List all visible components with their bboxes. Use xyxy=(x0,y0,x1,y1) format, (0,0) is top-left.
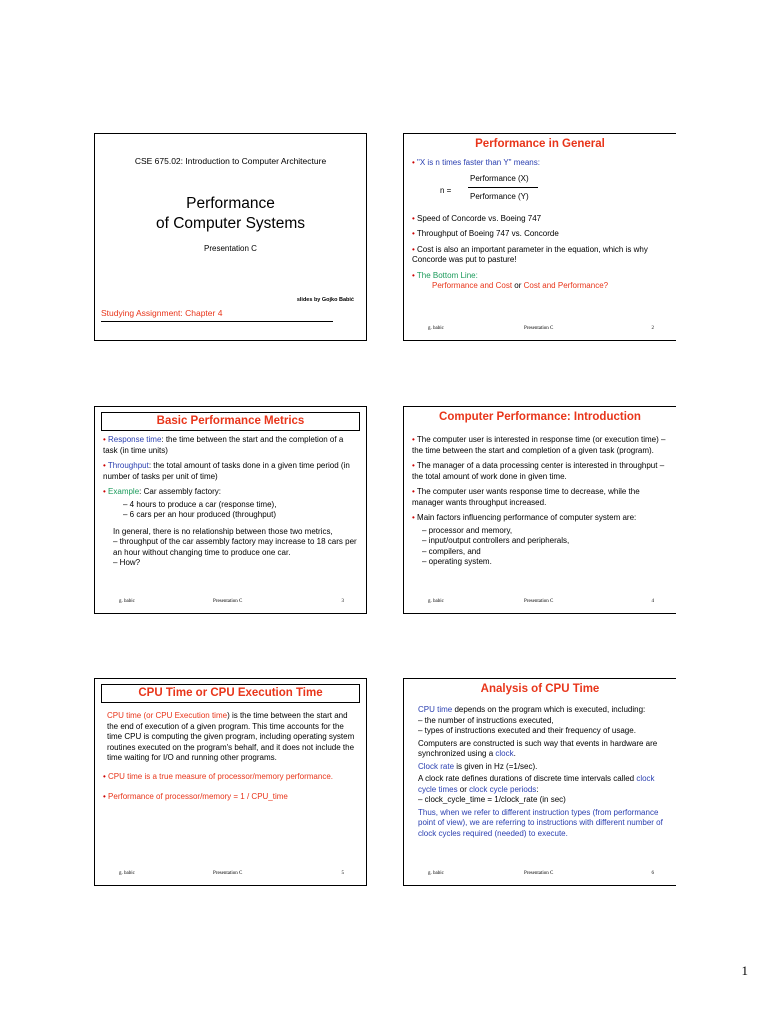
bottom-line-label: • The Bottom Line: xyxy=(412,271,670,282)
paragraph: Thus, when we refer to different instruction types (from performance point of view), we are referring to instructions with different number of clock cycles required (needed) to execute. xyxy=(418,807,663,838)
slide-title: Analysis of CPU Time xyxy=(480,683,600,695)
footer-slide-number: 3 xyxy=(341,599,344,604)
phrase: or xyxy=(457,784,470,794)
slide-footer xyxy=(95,871,366,879)
slide-body xyxy=(103,711,360,808)
slide-title: Basic Performance Metrics xyxy=(101,412,360,431)
term: Example xyxy=(108,487,140,496)
term: clock xyxy=(495,749,514,758)
paragraph xyxy=(103,711,360,764)
footer-slide-number: 4 xyxy=(651,599,654,604)
slide-footer xyxy=(404,599,676,607)
bullet: • "X is n times faster than Y" means: xyxy=(412,158,670,169)
slide-footer xyxy=(404,326,676,334)
phrase: Computers are constructed is such way that events in hardware are synchronized using a xyxy=(418,738,658,758)
slide-2 xyxy=(403,133,676,341)
paragraph xyxy=(418,774,670,795)
slide-title: CPU Time or CPU Execution Time xyxy=(101,684,360,703)
slide-body xyxy=(103,435,360,569)
slide-title: Performance in General xyxy=(475,138,605,150)
bullet xyxy=(103,487,360,498)
bullet: • The computer user wants response time to decrease, while the manager wants throughput increased. xyxy=(412,487,670,508)
sub-item: – the number of instructions executed, xyxy=(418,716,670,727)
bullet xyxy=(103,461,360,482)
sub-item: – input/output controllers and peripherals, xyxy=(412,536,670,547)
footer-slide-number: 6 xyxy=(651,871,654,876)
phrase: is given in Hz (=1/sec). xyxy=(454,761,538,771)
paragraph: In general, there is no relationship between those two metrics, xyxy=(113,526,333,536)
footer-presentation: Presentation C xyxy=(213,871,243,876)
term: Clock rate xyxy=(418,761,455,771)
bullet: • Main factors influencing performance of computer system are: xyxy=(412,513,670,524)
studying-assignment: Studying Assignment: Chapter 4 xyxy=(101,308,333,322)
slide-body xyxy=(418,705,670,839)
phrase: . xyxy=(513,749,516,758)
term: clock cycle times xyxy=(418,774,655,794)
term: Throughput xyxy=(107,461,149,470)
phrase: : xyxy=(536,784,539,794)
page-number: 1 xyxy=(741,963,748,978)
slide-1 xyxy=(94,133,367,341)
slide-body xyxy=(412,435,670,568)
slide-footer xyxy=(404,871,676,879)
definition: : Car assembly factory: xyxy=(139,487,221,496)
bullet: • The computer user is interested in response time (or execution time) – the time between the start and completion of a given task (program). xyxy=(412,435,670,456)
title-line-2: of Computer Systems xyxy=(155,215,306,232)
bullet: • Cost is also an important parameter in the equation, which is why Concorde was put to pasture! xyxy=(412,245,670,266)
bullet xyxy=(103,435,360,456)
definition: : the time between the start and the completion of a task (in time units) xyxy=(103,435,344,455)
paragraph xyxy=(418,705,670,716)
sub-item: – 4 hours to produce a car (response time), xyxy=(103,500,360,511)
slide-4 xyxy=(403,406,676,614)
fraction-line xyxy=(468,187,538,188)
footer-author: g. babic xyxy=(119,871,135,876)
footer-author: g. babic xyxy=(428,326,444,331)
term: Response time xyxy=(108,435,162,444)
bullet: • The manager of a data processing center is interested in throughput – the total amount of work done in given time. xyxy=(412,461,670,482)
formula xyxy=(412,174,670,208)
bottom-line-text xyxy=(412,281,670,292)
phrase: Cost and Performance? xyxy=(523,281,609,290)
phrase: ) is the time between the start and the end of execution of a given program. This time accounts for the time CPU is computing the given program, including operating system routines executed on the program's behalf, and it does not include the time waiting for I/O and running other programs. xyxy=(107,711,355,762)
footer-presentation: Presentation C xyxy=(524,326,554,331)
term: CPU time xyxy=(107,711,142,720)
presentation-title xyxy=(95,194,366,234)
slide-5 xyxy=(94,678,367,886)
definition: : the total amount of tasks done in a given time period (in number of tasks per unit of time) xyxy=(103,461,350,481)
formula-denominator: Performance (Y) xyxy=(470,191,529,201)
footer-author: g. babic xyxy=(428,599,444,604)
presentation-label: Presentation C xyxy=(204,244,257,253)
footer-author: g. babic xyxy=(119,599,135,604)
footer-presentation: Presentation C xyxy=(213,599,243,604)
bullet: • Throughput of Boeing 747 vs. Concorde xyxy=(412,229,670,240)
sub-item: – compilers, and xyxy=(412,547,670,558)
course-title: CSE 675.02: Introduction to Computer Architecture xyxy=(134,156,327,166)
slide-title: Computer Performance: Introduction xyxy=(439,411,641,423)
footer-presentation: Presentation C xyxy=(524,599,554,604)
slide-3 xyxy=(94,406,367,614)
title-line-1: Performance xyxy=(186,195,275,212)
phrase: or xyxy=(512,281,524,290)
term: CPU Execution time xyxy=(155,711,228,720)
sub-item: – How? xyxy=(103,558,360,569)
footer-presentation: Presentation C xyxy=(524,871,554,876)
formula-n: n = xyxy=(440,185,452,195)
sub-item: – types of instructions executed and their frequency of usage. xyxy=(418,726,670,737)
bullet xyxy=(412,271,670,292)
phrase: (or xyxy=(141,711,156,720)
sub-item: – clock_cycle_time = 1/clock_rate (in sec) xyxy=(418,795,670,806)
footer-slide-number: 2 xyxy=(651,326,654,331)
term: CPU time xyxy=(418,705,453,714)
sub-item: – processor and memory, xyxy=(412,526,670,537)
footer-author: g. babic xyxy=(428,871,444,876)
paragraph xyxy=(418,739,670,760)
slide-6 xyxy=(403,678,676,886)
term: clock cycle periods xyxy=(469,784,537,794)
paragraph xyxy=(418,762,670,773)
bullet: • Performance of processor/memory = 1 / CPU_time xyxy=(103,792,360,803)
byline: slides by Gojko Babić xyxy=(296,297,354,303)
slide-body xyxy=(412,158,670,292)
phrase: depends on the program which is executed, including: xyxy=(452,705,646,714)
slide-footer xyxy=(95,599,366,607)
sub-item: – 6 cars per an hour produced (throughput) xyxy=(103,510,360,521)
footer-slide-number: 5 xyxy=(341,871,344,876)
phrase: A clock rate defines durations of discrete time intervals called xyxy=(418,774,637,783)
sub-item: – throughput of the car assembly factory may increase to 18 cars per an hour without changing time to produce one car. xyxy=(103,537,360,558)
sub-item: – operating system. xyxy=(412,557,670,568)
bullet: • Speed of Concorde vs. Boeing 747 xyxy=(412,214,670,225)
phrase: Performance and Cost xyxy=(432,281,513,290)
bullet: • CPU time is a true measure of processor/memory performance. xyxy=(103,772,360,783)
formula-numerator: Performance (X) xyxy=(470,173,529,183)
